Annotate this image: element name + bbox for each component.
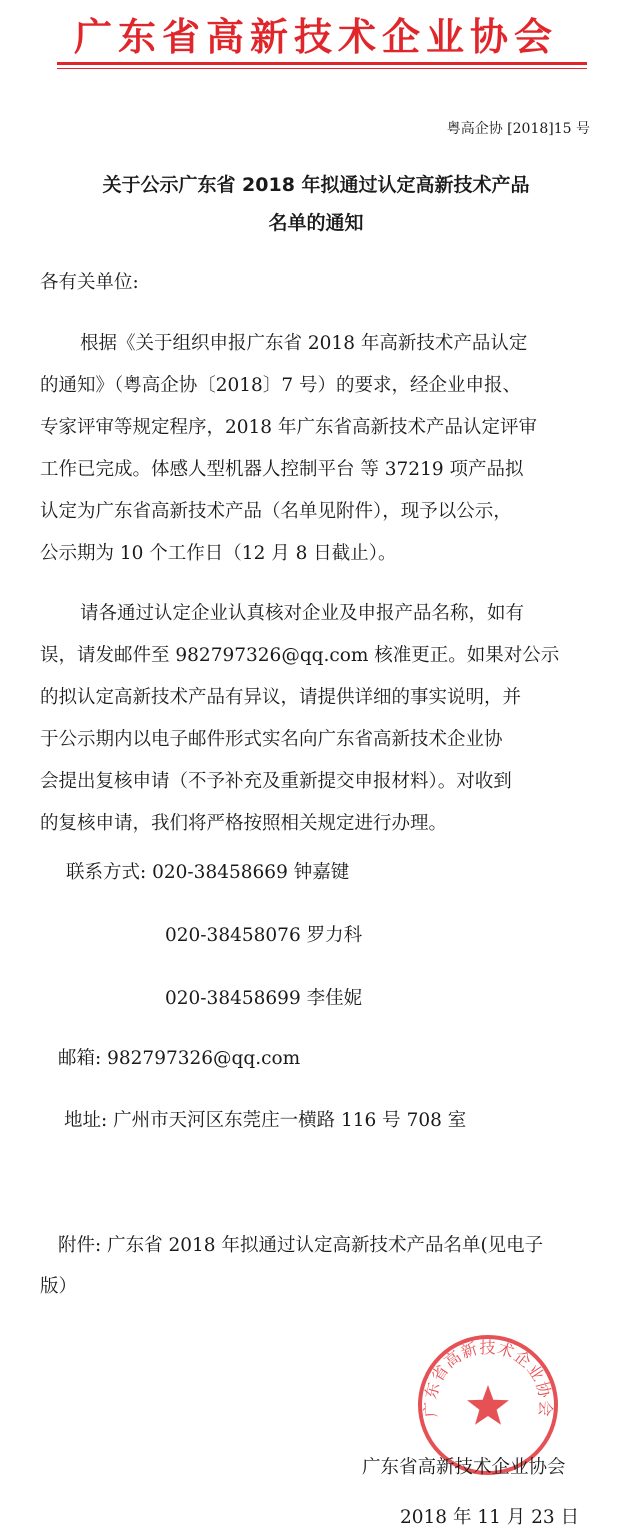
contact-line: 020-38458076 罗力科	[165, 925, 363, 946]
greeting: 各有关单位:	[40, 272, 139, 293]
paragraph1-line: 认定为广东省高新技术产品（名单见附件），现予以公示，	[40, 501, 512, 522]
attachment-line2: 版）	[40, 1276, 78, 1297]
contact-line-primary: 联系方式: 020-38458669 钟嘉键	[66, 862, 350, 883]
paragraph2-line: 的拟认定高新技术产品有异议，请提供详细的事实说明，并	[40, 687, 522, 708]
paragraph1-line: 专家评审等规定程序，2018 年广东省高新技术产品认定评审	[40, 417, 537, 438]
letterhead-title: 广东省高新技术企业协会	[73, 15, 558, 59]
paragraph1-line: 公示期为 10 个工作日（12 月 8 日截止）。	[40, 543, 397, 564]
email-line: 邮箱: 982797326@qq.com	[58, 1048, 301, 1069]
seal-star-icon	[467, 1385, 509, 1425]
paragraph2-line: 会提出复核申请（不予补充及重新提交申报材料）。对收到	[40, 771, 512, 792]
paragraph1-line: 根据《关于组织申报广东省 2018 年高新技术产品认定	[80, 333, 528, 354]
paragraph1-line: 工作已完成。体感人型机器人控制平台 等 37219 项产品拟	[40, 459, 524, 480]
document-number: 粤高企协 [2018]15 号	[446, 121, 590, 137]
address-line: 地址: 广州市天河区东莞庄一横路 116 号 708 室	[64, 1110, 467, 1131]
notice-title-line2: 名单的通知	[268, 212, 364, 234]
paragraph2-line: 于公示期内以电子邮件形式实名向广东省高新技术企业协	[40, 729, 503, 750]
signature-date: 2018 年 11 月 23 日	[400, 1507, 580, 1528]
paragraph2-line: 的复核申请，我们将严格按照相关规定进行办理。	[40, 813, 448, 834]
attachment-line1: 附件: 广东省 2018 年拟通过认定高新技术产品名单(见电子	[58, 1235, 544, 1256]
letterhead-rule-thin	[57, 68, 587, 69]
paragraph2-line: 请各通过认定企业认真核对企业及申报产品名称，如有	[80, 603, 525, 624]
paragraph1-line: 的通知》（粤高企协〔2018〕7 号）的要求，经企业申报、	[40, 375, 521, 396]
contact-line: 020-38458699 李佳妮	[165, 988, 363, 1009]
seal-text: 广东省高新技术企业协会	[420, 1337, 556, 1419]
notice-title-line1: 关于公示广东省 2018 年拟通过认定高新技术产品	[102, 174, 530, 196]
paragraph2-line: 误，请发邮件至 982797326@qq.com 核准更正。如果对公示	[40, 645, 560, 666]
signature-org: 广东省高新技术企业协会	[362, 1457, 566, 1478]
letterhead-rule-thick	[57, 62, 587, 65]
